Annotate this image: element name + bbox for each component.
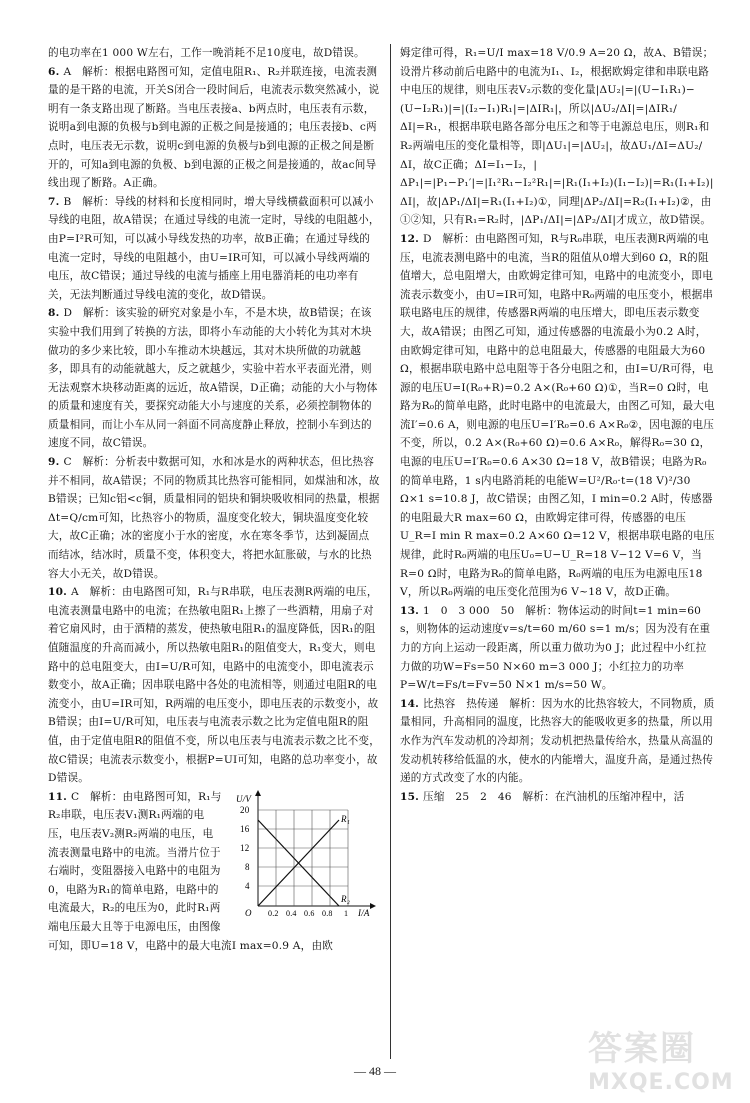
answer-text: A 解析：由电路图可知，R₁与R串联，电压表测R两端的电压，电流表测量电路中的电流；在热敏电阻R₁上擦了一些酒精，用扇子对着它扇风时，由于酒精的蒸发，使热敏电阻R₁的温度降低，因R₁的阻值随温度的升高而减小，所以热敏电阻R₁的阻值变大，R₁变大，则电路中的总电阻变大，由I=U/R可知，电路中的电流变小，即电流表示数变小，故A正确；因串联电路中各处的电流相等，则通过电阻R的电流变小，由U=IR可知，R两端的电压变小，即电压表的示数变小，故B错误；由I=U/R可知，电压表与电流表示数之比为定值电阻R的阻值，由于定值电阻R的阻值不变，所以电压表与电流表示数之比不变，故C错误；电流表示数变小，根据P=UI可知，电路的总功率变小，故D错误。 — [48, 586, 380, 785]
answer-text: D 解析：由电路图可知，R与R₀串联，电压表测R两端的电压，电流表测电路中的电流，当R的阻值从0增大到60 Ω，R的阻值增大，总电阻增大，由欧姆定律可知，电路中的电流变小，即电流表示数变小，由U=IR可知，电路中R₀两端的电压变小，根据串联电路电压的规律，传感器R两端的电压增大，即电压表示数变大，故A错误；由图乙可知，通过传感器的电流最小为0.2 A时，由欧姆定律可知，电路中的总电阻最大，传感器的电阻最大为60 Ω，根据串联电路中总电阻等于各分电阻之和，由I=U/R可得，电源的电压U=I(R₀+R)=0.2 A×(R₀+60 Ω)①，当R=0 Ω时，电路为R₀的简单电路，此时电路中的电流最大，由图乙可知，最大电流I′=0.6 A，则电源的电压U=I′R₀=0.6 A×R₀②，因电源的电压不变，所以，0.2 A×(R₀+60 Ω)=0.6 A×R₀，解得R₀=30 Ω，电源的电压U=I′R₀=0.6 A×30 Ω=18 V，故B错误；电路为R₀的简单电路，1 s内电路消耗的电能W=U²/R₀·t=(18 V)²/30 Ω×1 s=10.8 J，故C错误；由图乙知，I min=0.2 A时，传感器的电阻最大R max=60 Ω，由欧姆定律可得，传感器的电压U_R=I min R max=0.2 A×60 Ω=12 V，根据串联电路的电压规律，此时R₀两端的电压U₀=U−U_R=18 V−12 V=6 V，当R=0 Ω时，电路为R₀的简单电路，R₀两端的电压为电源电压18 V，所以R₀两端的电压变化范围为6 V~18 V，故D正确。 — [400, 232, 715, 599]
answer-11-continued: 姆定律可得，R₁=U/I max=18 V/0.9 A=20 Ω，故A、B错误；设滑片移动前后电路中的电流为I₁、I₂，根据欧姆定律和串联电路中电压的规律，则电压表V₂示数的变化量|ΔU₂|=|(U−I₁R₁)−(U−I₂R₁)|=|(I₂−I₁)R₁|=|ΔIR₁|，所以|ΔU₂/ΔI|=|ΔIR₁/ΔI|=R₁，根据串联电路各部分电压之和等于电源总电压，则R₁和R₂两端电压的变化量相等，即|ΔU₁|=|ΔU₂|，故ΔU₁/ΔI=ΔU₂/ΔI，故C正确；ΔI=I₁−I₂，|ΔP₁|=|P₁−P₁′|=|I₁²R₁−I₂²R₁|=|R₁(I₁+I₂)(I₁−I₂)|=R₁(I₁+I₂)|ΔI|，故|ΔP₁/ΔI|=R₁(I₁+I₂)①，同理|ΔP₂/ΔI|=R₂(I₁+I₂)②，由①②知，只有R₁=R₂时，|ΔP₁/ΔI|=|ΔP₂/ΔI|才成立，故D错误。 — [400, 47, 714, 227]
origin-label: O — [245, 907, 252, 918]
x-axis-label: I/A — [358, 907, 370, 918]
x-tick-label: 0.2 — [268, 908, 279, 918]
watermark-text: 答案圈 — [588, 1029, 696, 1069]
x-tick-label: 0.6 — [304, 908, 315, 918]
x-tick-label: 1 — [344, 908, 349, 918]
answer-text: 比热容 热传递 解析：因为水的比热容较大，不同物质，质量相同，升高相同的温度，比热容大的能吸收更多的热量，所以用水作为汽车发动机的冷却剂；发动机把热量传给水，热量从高温的发动机转移给低温的水，使水的内能增大，温度升高，是通过热传递的方式改变了水的内能。 — [400, 697, 715, 785]
answer-11 — [48, 788, 380, 955]
u-i-graph — [230, 788, 380, 918]
answer-number: 9. — [48, 456, 60, 469]
answer-number: 12. — [400, 232, 420, 245]
answer-number: 7. — [48, 195, 60, 208]
answer-number: 13. — [400, 604, 420, 617]
x-axis-arrow — [370, 903, 376, 909]
x-tick-label: 0.8 — [322, 908, 333, 918]
watermark-url: MXQE.COM — [588, 1070, 734, 1095]
answer-9 — [48, 453, 380, 583]
y-tick-label: 8 — [245, 861, 250, 872]
answer-text: 压缩 25 2 46 解析：在汽油机的压缩冲程中，活 — [423, 790, 685, 803]
answer-12 — [400, 230, 716, 602]
y-axis-label: U/V — [236, 793, 252, 804]
answer-text: D 解析：该实验的研究对象是小车，不是木块，故B错误；在该实验中我们用到了转换的方法，即将小车动能的大小转化为其对木块做功的多少来比较，即小车推动木块越远，其对木块所做的功就越多，即具有的动能就越大，反之就越少，实验中若水平表面光滑，则无法观察木块移动距离的远近，故A错误，D正确；动能的大小与物体的质量和速度有关，要探究动能大小与速度的关系，必须控制物体的质量相同，而让小车从同一斜面不同高度静止释放，控制小车到达的速度不同，故C错误。 — [48, 307, 378, 450]
answer-text: 1 0 3 000 50 解析：物体运动的时间t=1 min=60 s，则物体的运动速度v=s/t=60 m/60 s=1 m/s；因为没有在重力的方向上运动一段距离，所以重力做功为0 J；此过程中小红拉力做的功W=Fs=50 N×60 m=3 000 J；小红拉力的功率P=W/t=Fs/t=Fv=50 N×1 m/s=50 W。 — [400, 604, 711, 692]
r1-label: R₁ — [341, 813, 351, 824]
left-column — [48, 44, 380, 955]
answer-text: C 解析：分析表中数据可知，水和冰是水的两种状态，但比热容并不相同，故A错误；不同的物质其比热容可能相同，如煤油和冰，故B错误；已知c铝<c铜，质量相同的铝块和铜块吸收相同的热量，根据Δt=Q/cm可知，比热容小的物质，温度变化较大，铜块温度变化较大，故C正确；冰的密度小于水的密度，水在寒冬季节，达到凝固点而结冰，结冰时，质量不变，体积变大，将把水缸胀破，与水的比热容大小无关，故D错误。 — [48, 456, 380, 580]
answer-number: 8. — [48, 307, 60, 320]
answer-10 — [48, 583, 380, 788]
answer-number: 15. — [400, 790, 420, 803]
answer-14 — [400, 695, 716, 788]
answer-number: 10. — [48, 586, 68, 599]
intro-text: 的电功率在1 000 W左右，工作一晚消耗不足10度电，故D错误。 — [48, 47, 365, 59]
answer-number: 6. — [48, 65, 60, 78]
answer-text: A 解析：根据电路图可知，定值电阻R₁、R₂并联连接，电流表测量的是干路的电流，开关S闭合一段时间后，电流表示数突然减小，说明有一条支路出现了断路。当电压表接a、b两点时，电压表有示数，说明a到电源的负极与b到电源的正极之间是接通的；电压表接b、c两点时，电压表无示数，说明c到电源的负极与b到电源的正极之间是断开的，可知a到电源的负极、b到电源的正极之间是接通的，故ac间导线出现了断路。A正确。 — [48, 65, 380, 190]
answer-15 — [400, 788, 716, 807]
x-tick-label: 0.4 — [286, 908, 297, 918]
answer-8 — [48, 304, 380, 453]
answer-number: 14. — [400, 697, 420, 710]
r2-label: R₂ — [341, 893, 351, 904]
answer-7 — [48, 193, 380, 305]
y-tick-label: 12 — [240, 842, 250, 853]
right-column — [400, 44, 716, 806]
figure-11-graph — [230, 788, 380, 918]
y-tick-label: 20 — [240, 804, 250, 815]
answer-6 — [48, 63, 380, 193]
answer-13 — [400, 602, 716, 695]
answer-text: C 解析：由电路图可知，R₁与R₂串联，电压表V₁测R₁两端的电压，电压表V₂测R₂两端的电压，电流表测量电路中的电流。当滑片位于右端时，变阻器接入电路中的电阻为0，电路为R₁的简单电路，电路中的电流最大，R₂的电压为0，此时R₁两端电压最大且等于电源电压，由图像可知，即U=18 V，电路中的最大电流I max=0.9 A，由欧 — [48, 790, 334, 952]
y-tick-label: 4 — [245, 880, 250, 891]
y-axis-arrow — [255, 790, 261, 796]
answer-number: 11. — [48, 790, 68, 803]
y-tick-label: 16 — [240, 823, 250, 834]
answer-text: B 解析：导线的材料和长度相同时，增大导线横截面积可以减小导线的电阻，故A错误；在通过导线的电流一定时，导线的电阻越小，由P=I²R可知，可以减小导线发热的功率，故B正确；在通过导线的电流一定时，导线的电阻越小，由U=IR可知，可以减小导线两端的电压，故C错误；通过导线的电流与插座上用电器消耗的电功率有关，无法判断通过导线电流的变化，故D错误。 — [48, 195, 380, 301]
page-number: — 48 — — [354, 1064, 396, 1078]
column-divider — [390, 44, 391, 1059]
watermark-logo — [588, 1021, 738, 1095]
